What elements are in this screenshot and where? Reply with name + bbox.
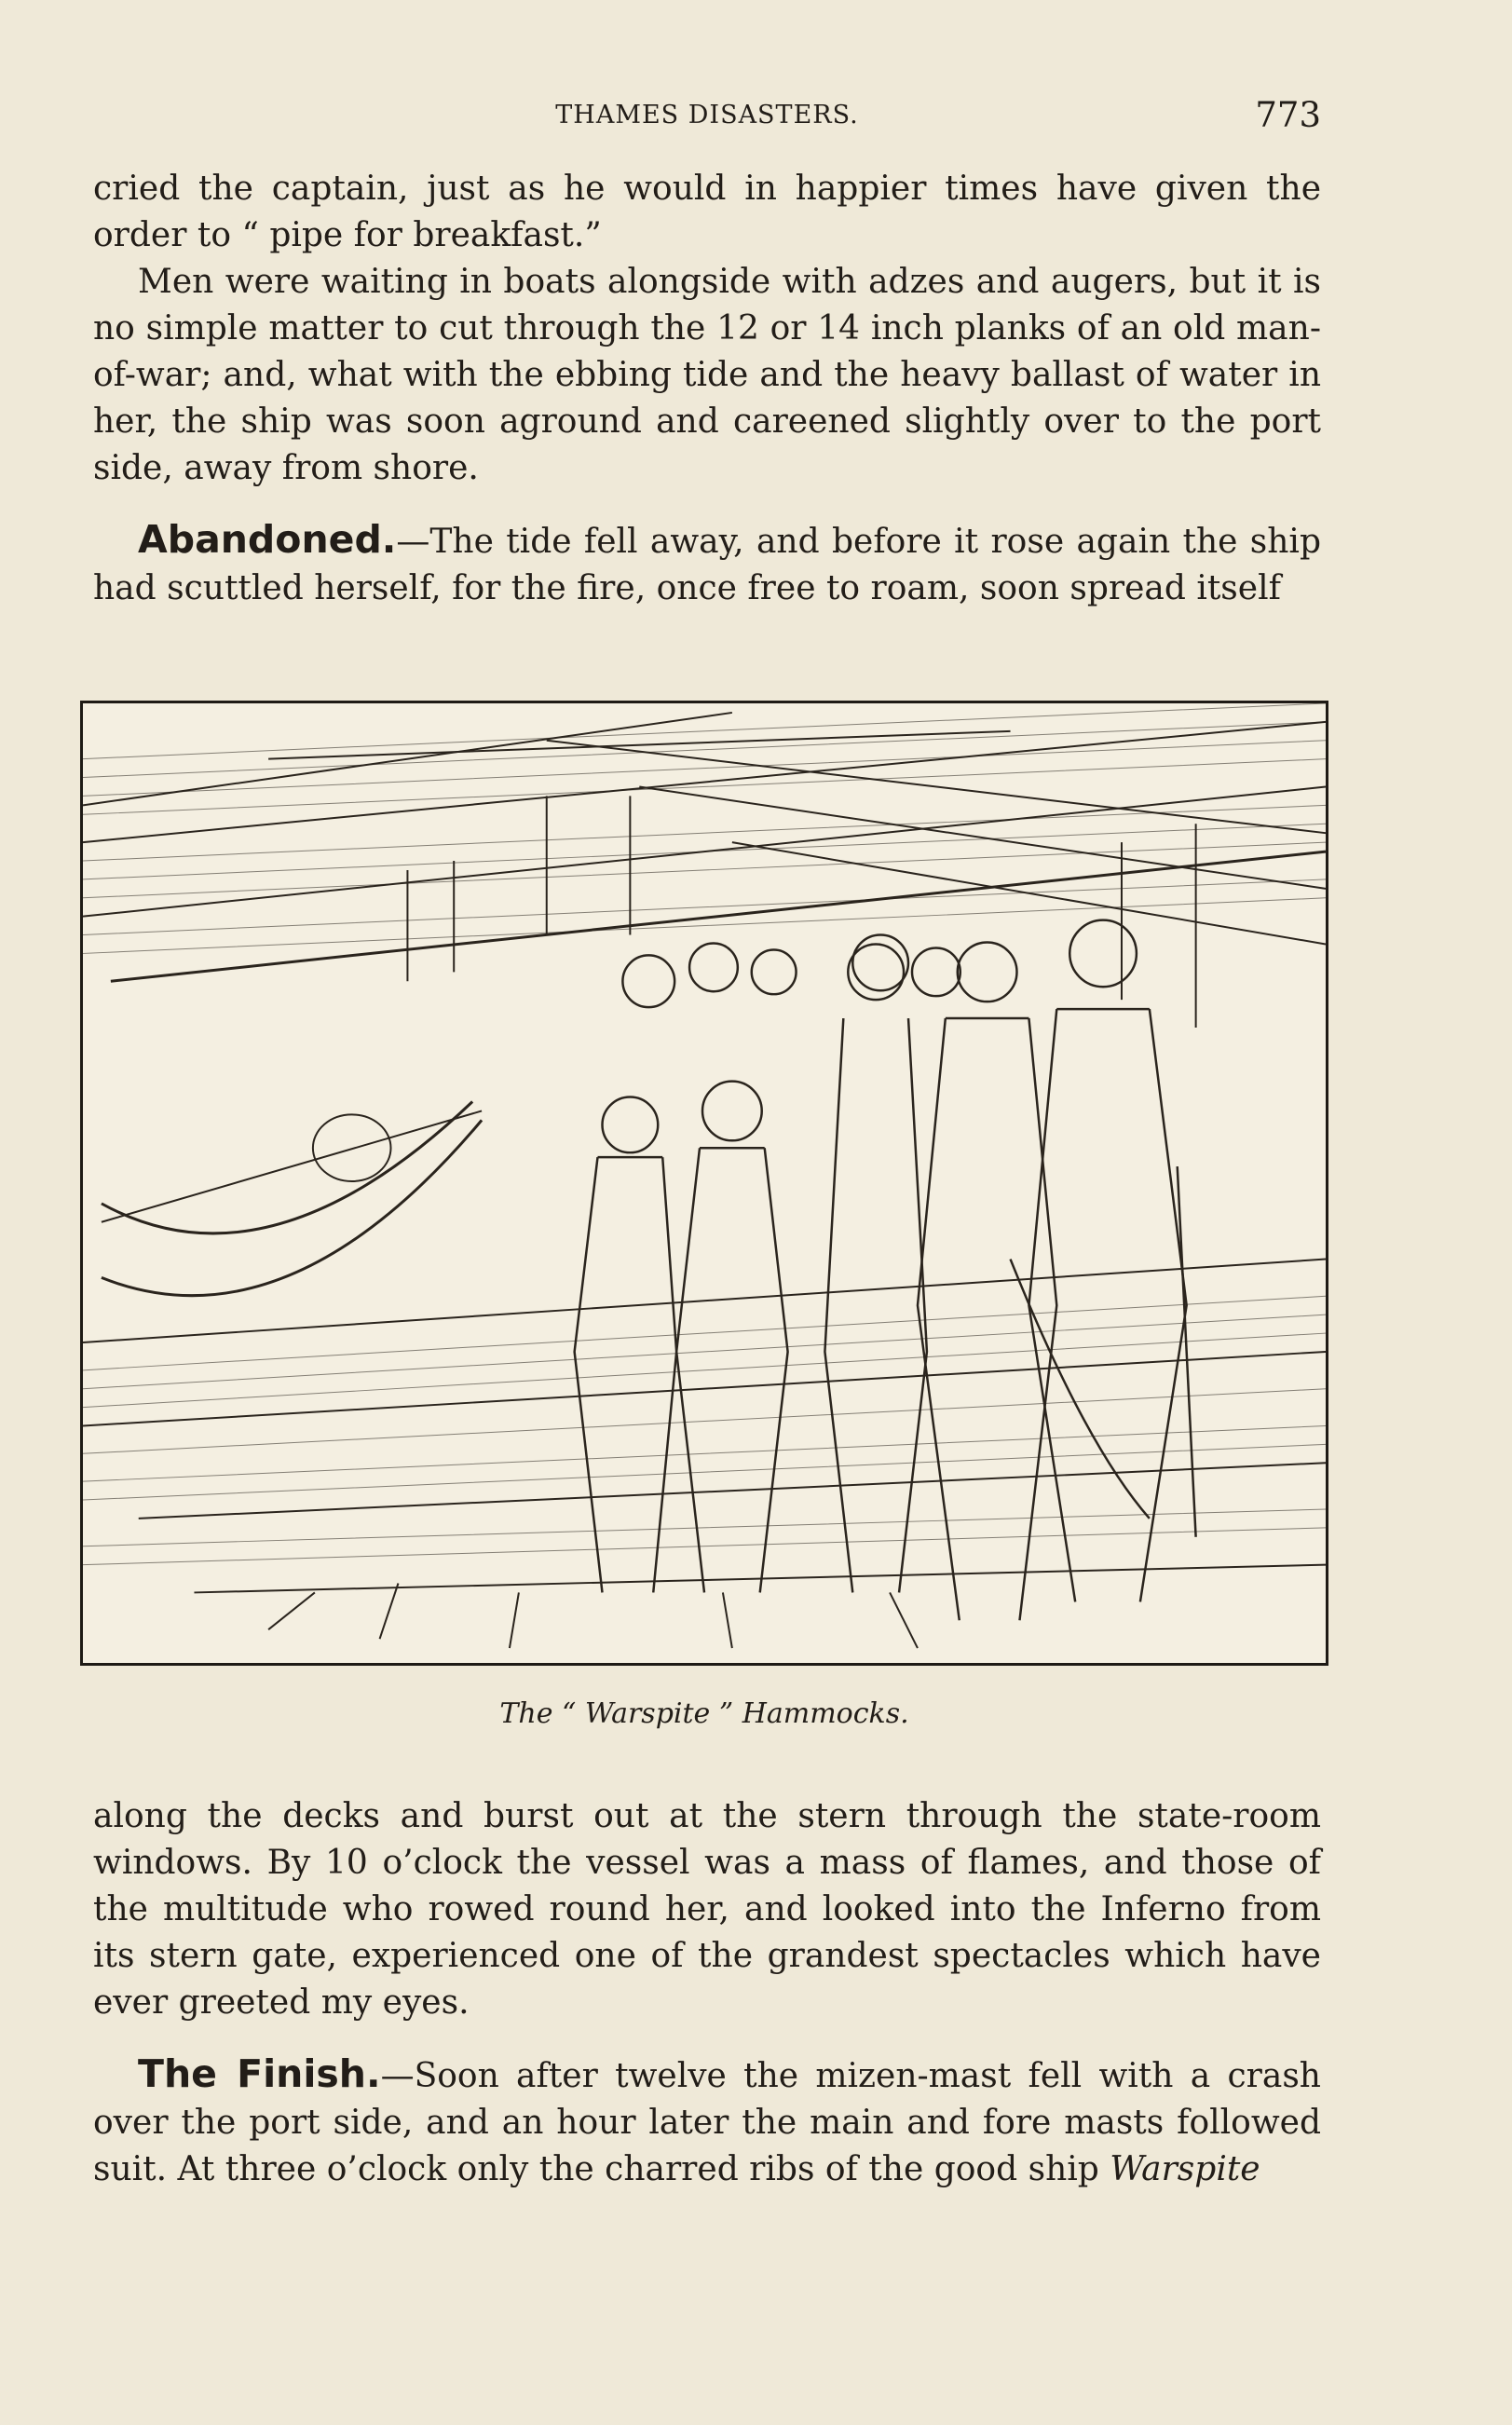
paragraph-continuation: cried the captain, just as he would in happier times have given the order to “ pipe for breakfast.” xyxy=(93,170,1321,254)
running-title: THAMES DISASTERS. xyxy=(555,101,859,129)
text-block-bottom xyxy=(93,1793,1321,2193)
section-heading-finish: The Finish. xyxy=(138,2051,381,2096)
engraving-drawing xyxy=(83,703,1326,1663)
paragraph-abandoned xyxy=(93,516,1321,612)
ship-name: Warspite xyxy=(1110,2150,1260,2188)
paragraph-finish xyxy=(93,2050,1321,2193)
running-head xyxy=(93,93,1321,140)
paragraph-abandoned-text: —The tide fell away, and before it rose again the ship had scuttled herself, for the fire, once free to roam, soon spread itself xyxy=(93,523,1321,607)
page-number: 773 xyxy=(1255,95,1321,135)
text-block-top xyxy=(93,166,1321,612)
paragraph-finish-text: —Soon after twelve the mizen-mast fell with a crash over the port side, and an hour later the main and fore masts followed suit. At three o’clock only the charred ribs of the good ship xyxy=(93,2057,1321,2188)
paragraph-boats: Men were waiting in boats alongside with adzes and augers, but it is no simple matter to cut through the 12 or 14 inch planks of an old man-of-war; and, what with the ebbing tide and the heavy ballast of water in her, the ship was soon aground and careened slightly over to the port side, away from shore. xyxy=(93,263,1321,487)
paragraph-flames: along the decks and burst out at the stern through the state-room windows. By 10 o’clock the vessel was a mass of flames, and those of the multitude who rowed round her, and looked into the Inferno from its stern gate, experienced one of the grandest spectacles which have ever greeted my eyes. xyxy=(93,1797,1321,2022)
illustration-warspite-hammocks xyxy=(80,701,1328,1666)
section-heading-abandoned: Abandoned. xyxy=(138,517,397,562)
illustration-caption: The “ Warspite ” Hammocks. xyxy=(499,1697,909,1730)
